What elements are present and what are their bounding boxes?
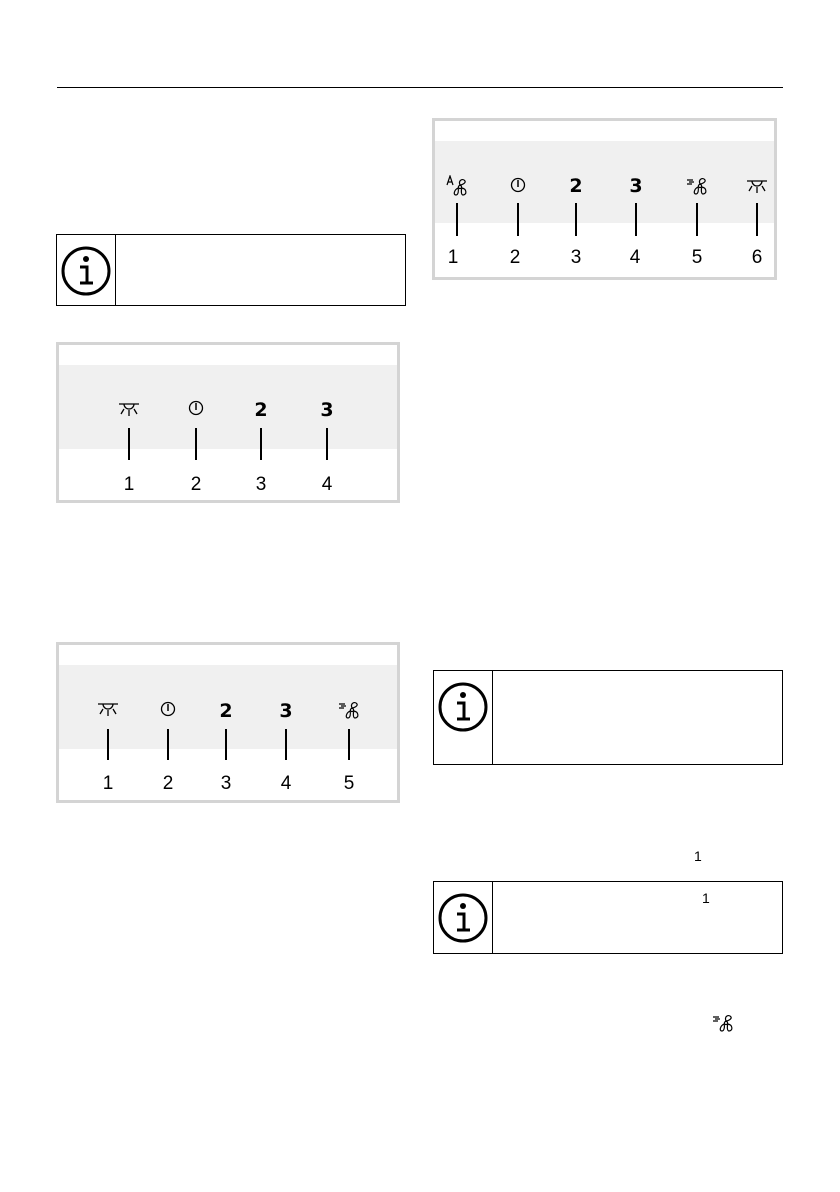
callout-number: 3 (220, 773, 232, 794)
callout-number: 1 (102, 773, 114, 794)
leader-line (285, 729, 287, 760)
inline-reference-number: 1 (694, 848, 702, 864)
boost-fan-icon (686, 176, 708, 196)
control-panel-c (432, 118, 777, 280)
speed-2-button-label: 2 (569, 175, 583, 197)
info-note (56, 234, 406, 306)
leader-line (128, 428, 130, 460)
leader-line (167, 729, 169, 760)
callout-number: 4 (629, 247, 641, 268)
leader-line (348, 729, 350, 760)
boost-fan-icon (338, 700, 360, 720)
leader-line (635, 203, 637, 236)
callout-number: 2 (509, 247, 521, 268)
boost-fan-icon (712, 1013, 734, 1033)
callout-number: 2 (162, 773, 174, 794)
leader-line (756, 203, 758, 236)
power-icon (160, 701, 176, 717)
speed-3-button-label: 3 (629, 175, 643, 197)
leader-line (575, 203, 577, 236)
power-icon (188, 400, 204, 416)
info-icon (60, 245, 112, 297)
speed-3-button-label: 3 (320, 399, 334, 421)
callout-number: 6 (751, 247, 763, 268)
info-note (433, 881, 783, 954)
callout-number: 5 (691, 247, 703, 268)
leader-line (456, 203, 458, 236)
callout-number: 2 (190, 474, 202, 495)
callout-number: 3 (570, 247, 582, 268)
auto-fan-icon (446, 175, 468, 197)
callout-number: 4 (321, 474, 333, 495)
control-panel-b (56, 642, 400, 803)
header-rule (57, 87, 783, 88)
light-icon (746, 178, 768, 194)
callout-number: 1 (123, 474, 135, 495)
leader-line (107, 729, 109, 760)
callout-number: 3 (255, 474, 267, 495)
callout-number: 4 (280, 773, 292, 794)
info-icon (437, 681, 489, 733)
info-icon (437, 892, 489, 944)
inline-reference-number: 1 (702, 890, 710, 906)
control-panel-a (56, 342, 400, 503)
light-icon (118, 401, 140, 417)
leader-line (225, 729, 227, 760)
leader-line (195, 428, 197, 460)
callout-number: 5 (343, 773, 355, 794)
speed-2-button-label: 2 (219, 700, 233, 722)
leader-line (696, 203, 698, 236)
speed-3-button-label: 3 (279, 700, 293, 722)
leader-line (326, 428, 328, 460)
callout-number: 1 (447, 247, 459, 268)
speed-2-button-label: 2 (254, 399, 268, 421)
leader-line (517, 203, 519, 236)
light-icon (97, 701, 119, 717)
power-icon (510, 177, 526, 193)
info-note (433, 670, 783, 765)
leader-line (260, 428, 262, 460)
